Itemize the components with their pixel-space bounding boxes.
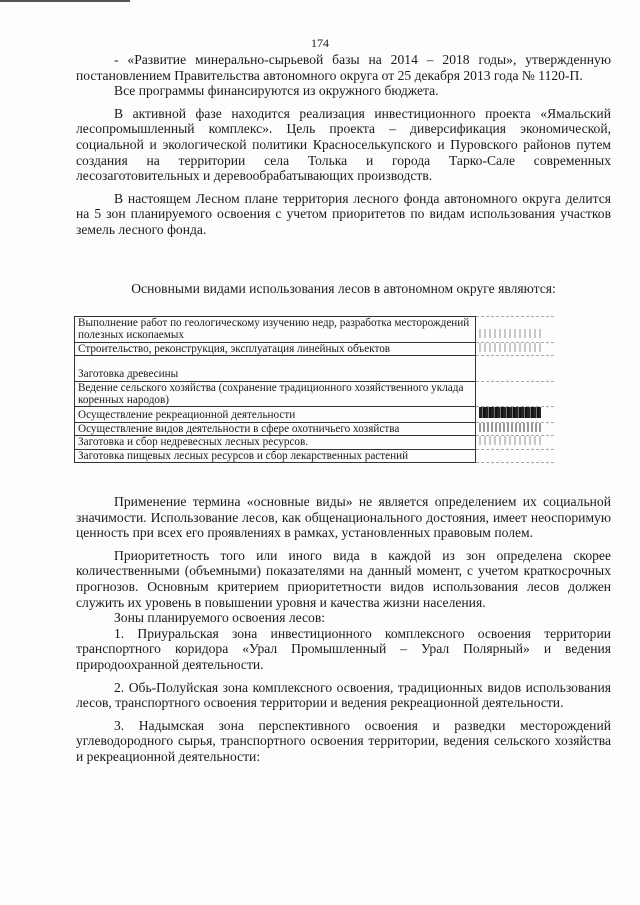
- paragraph-zones-intro: В настоящем Лесном плане территория лесного фонда автономного округа делится на 5 зон планируемого освоения с учетом приоритетов по видам использования участков земель лесного фонда.: [76, 190, 611, 237]
- table-row: [75, 449, 555, 462]
- table-cell: Осуществление рекреационной деятельности: [75, 407, 476, 422]
- paragraph-financing: Все программы финансируются из окружного бюджета.: [114, 83, 439, 99]
- table-cell: Заготовка и сбор недревесных лесных ресурсов.: [75, 436, 476, 449]
- paragraph-priority: Приоритетность того или иного вида в каждой из зон определена скорее количественными (объемными) показателями на данный момент, с учетом краткосрочных прогнозов. Основным критерием приоритетности видов использования лесов должен служить их уровень в повышении уровня и качества жизни населения.: [76, 547, 611, 610]
- table-intro: Основными видами использования лесов в автономном округе являются:: [131, 281, 556, 296]
- table-row: [75, 422, 555, 435]
- table-cell: Выполнение работ по геологическому изучению недр, разработка месторождений полезных ископаемых: [75, 317, 476, 343]
- forest-use-table: [74, 316, 554, 463]
- table-row: [75, 356, 555, 381]
- page-number: 174: [311, 36, 329, 50]
- table-cell: Осуществление видов деятельности в сфере охотничьего хозяйства: [75, 422, 476, 435]
- table-row: [75, 407, 555, 422]
- paragraph-zone-3: 3. Надымская зона перспективного освоения и разведки месторождений углеводородного сырья, транспортного освоения территории, ведения сельского хозяйства и рекреационной деятельности:: [76, 717, 611, 764]
- paragraph-program: - «Развитие минерально-сырьевой базы на 2014 – 2018 годы», утвержденную постановлением Правительства автономного округа от 25 декабря 2013 года № 1120-П.: [76, 52, 611, 83]
- paragraph-zone-1: 1. Приуральская зона инвестиционного комплексного освоения территории транспортного коридора «Урал Промышленный – Урал Полярный» и ведения природоохранной деятельности.: [76, 625, 611, 672]
- scan-artifact: [476, 342, 555, 355]
- table-row: [75, 381, 555, 407]
- table-row: [75, 317, 555, 343]
- text-block-bottom: [76, 494, 611, 765]
- scan-artifact: [476, 449, 555, 462]
- scan-artifact: [476, 381, 555, 407]
- scan-artifact: [476, 317, 555, 343]
- table-row: [75, 436, 555, 449]
- scan-edge-line: [0, 0, 130, 2]
- text-block-top: [76, 52, 611, 238]
- table-cell: Заготовка древесины: [75, 356, 476, 381]
- table-row: [75, 342, 555, 355]
- scan-artifact: [476, 422, 555, 435]
- table-cell: Ведение сельского хозяйства (сохранение традиционного хозяйственного уклада коренных народов): [75, 381, 476, 407]
- paragraph-zone-2: 2. Обь-Полуйская зона комплексного освоения, традиционных видов использования лесов, транспортного освоения территории и ведения рекреационной деятельности.: [76, 679, 611, 711]
- table-cell: Строительство, реконструкция, эксплуатация линейных объектов: [75, 342, 476, 355]
- paragraph-project: В активной фазе находится реализация инвестиционного проекта «Ямальский лесопромышленный комплекс». Цель проекта – диверсификация экономической, социальной и экологической политики Красноселькупского и Пуровского районов путем создания на территории села Толька и города Тарко-Сале современных лесозаготовительных и деревообрабатывающих производств.: [76, 105, 611, 184]
- scan-artifact: [476, 356, 555, 381]
- scan-artifact: [476, 436, 555, 449]
- table-cell: Заготовка пищевых лесных ресурсов и сбор лекарственных растений: [75, 449, 476, 462]
- paragraph-term: Применение термина «основные виды» не является определением их социальной значимости. Использование лесов, как общенационального достояния, имеет неоспоримую ценность при всех его проявлениях в рамках, установленных правовым полем.: [76, 494, 611, 541]
- table-intro-block: [76, 281, 611, 297]
- scan-artifact: [476, 407, 555, 422]
- paragraph-zones-heading: Зоны планируемого освоения лесов:: [114, 610, 326, 626]
